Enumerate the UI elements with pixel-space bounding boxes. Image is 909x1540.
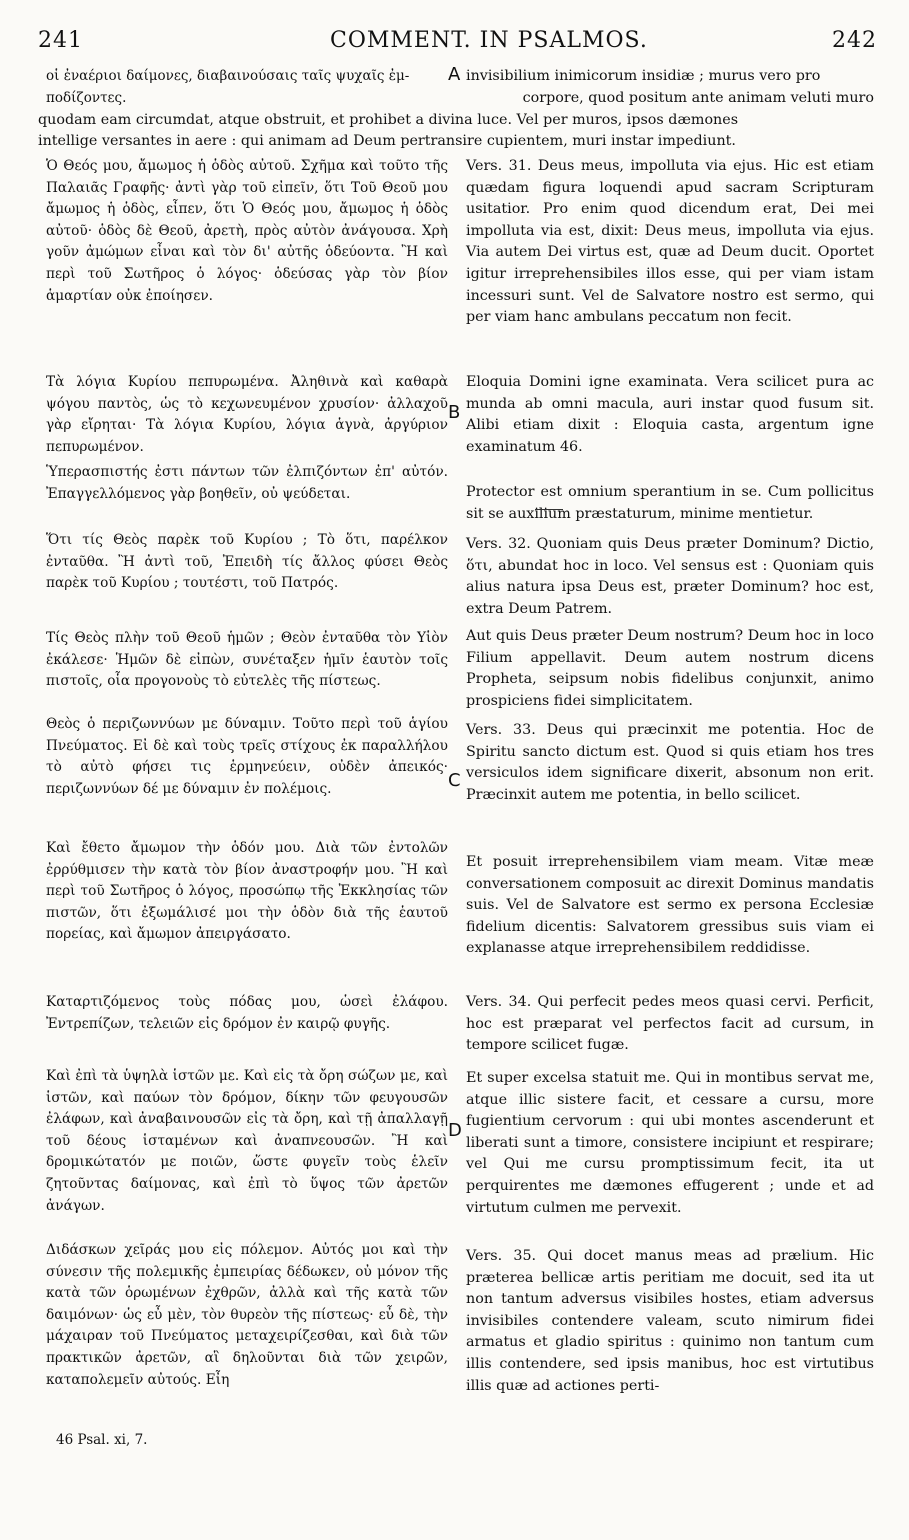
greek-paragraph: Ὅτι τίς Θεὸς παρὲκ τοῦ Κυρίου ; Τὸ ὅτι, παρέλκον ἐνταῦθα. Ἢ ἀντὶ τοῦ, Ἐπειδὴ τίς ἄλλος φύσει Θεὸς παρὲκ τοῦ Κυρίου ; τουτέστι, τοῦ Πατρός.	[46, 532, 448, 592]
greek-line: ποδίζοντες.	[46, 90, 127, 106]
greek-paragraph: Καταρτιζόμενος τοὺς πόδας μου, ὡσεὶ ἐλάφου. Ἐντρεπίζων, τελειῶν εἰς δρόμον ἐν καιρῷ φυγῆς.	[46, 994, 448, 1032]
greek-paragraph: Καὶ ἐπὶ τὰ ὑψηλὰ ἱστῶν με. Καὶ εἰς τὰ ὄρη σώζων με, καὶ ἱστῶν, καὶ παύων τὸν δρόμον, δίκην τῶν φευγουσῶν ἐλάφων, καὶ ἀναβαινουσῶν εἰς τὰ ὄρη, καὶ τῇ ἀπαλλαγῇ τοῦ δέους ἱσταμένων καὶ ἀναπνεουσῶν. Ἢ καὶ δρομικώτατόν με ποιῶν, ὥστε φυγεῖν τοὺς ἑλεῖν ζητοῦντας δαίμονας, καὶ ἐπὶ τὸ ὕψος τῶν ἀρετῶν ἀνάγων.	[46, 1068, 448, 1214]
running-title: COMMENT. IN PSALMOS.	[330, 28, 648, 53]
greek-line: οἱ ἐναέριοι δαίμονες, διαβαινούσαις ταῖς ψυχαῖς ἐμ-	[46, 68, 410, 84]
greek-paragraph: Καὶ ἔθετο ἄμωμον τὴν ὁδόν μου. Διὰ τῶν ἐντολῶν ἐρρύθμισεν τὴν κατὰ τὸν βίον ἀναστροφήν μου. Ἢ καὶ περὶ τοῦ Σωτῆρος ὁ λόγος, προσώπῳ τῆς Ἐκκλησίας τῶν πιστῶν, ὅτι ἐξωμάλισέ μοι τὴν ὁδὸν διὰ τῆς ἑαυτοῦ πορείας, καὶ ἄμωμον ἀπειργάσατο.	[46, 840, 448, 943]
greek-paragraph: Τίς Θεὸς πλὴν τοῦ Θεοῦ ἡμῶν ; Θεὸν ἐνταῦθα τὸν Υἱὸν ἐκάλεσε· Ἡμῶν δὲ εἰπὼν, συνέταξεν ἡμῖν ἑαυτὸν τοῖς πιστοῖς, οἷα προγονοὺς τὸ εὐτελὲς τῆς πίστεως.	[46, 630, 448, 690]
latin-paragraph: Eloquia Domini igne examinata. Vera scilicet pura ac munda ab omni macula, auri instar quod fusum sit. Alibi etiam dixit : Eloquia casta, argentum igne examinatum 46.	[466, 374, 874, 455]
latin-paragraph: Et super excelsa statuit me. Qui in montibus servat me, atque illic sistere facit, et cessare a cursu, more fugientium cervorum : qui ubi montes ascenderunt et liberati sunt a timore, consistere incipiunt et respirare; vel Qui me cursu promptissimum fecit, ita ut perquirentes me dæmones effugerent ; unde et ad virtutum culmen me pervexit.	[466, 1070, 874, 1216]
latin-column	[466, 156, 874, 1426]
latin-paragraph: Et posuit irreprehensibilem viam meam. Vitæ meæ conversationem composuit ac direxit Dominus mandatis suis. Vel de Salvatore est sermo ex persona Ecclesiæ fidelium dicentis: Salvatorem gressibus suis viam ei explanasse atque irreprehensibilem reddidisse.	[466, 854, 874, 957]
full-width-line: quodam eam circumdat, atque obstruit, et prohibet a divina luce. Vel per muros, ipsos dæmones	[38, 112, 739, 128]
greek-column	[46, 156, 448, 1426]
margin-letter-b: B	[448, 402, 461, 423]
footnote: 46 Psal. xi, 7.	[56, 1432, 148, 1448]
greek-paragraph: Θεὸς ὁ περιζωννύων με δύναμιν. Τοῦτο περὶ τοῦ ἁγίου Πνεύματος. Εἰ δὲ καὶ τοὺς τρεῖς στίχους ἐκ παραλλήλου τὸ αὐτὸ φήσει τις ἑρμηνεύειν, οὐδὲν ἀπεικός· περιζωννύων δέ με δύναμιν ἐν πολέμοις.	[46, 716, 448, 797]
margin-letter-d: D	[448, 1120, 462, 1141]
greek-paragraph: Ὁ Θεός μου, ἄμωμος ἡ ὁδὸς αὐτοῦ. Σχῆμα καὶ τοῦτο τῆς Παλαιᾶς Γραφῆς· ἀντὶ γὰρ τοῦ εἰπεῖν, ὅτι Τοῦ Θεοῦ μου ἄμωμος ἡ ὁδὸς, εἶπεν, ὅτι Ὁ Θεός μου, ἄμωμος ἡ ὁδὸς αὐτοῦ· ὁδὸς δὲ Θεοῦ, ἀρετὴ, πρὸς αὐτὸν ἀνάγουσα. Χρὴ γοῦν ἀμώμων εἶναι καὶ τὸν δι' αὐτῆς ὁδεύοντα. Ἢ καὶ περὶ τοῦ Σωτῆρος ὁ λόγος· ὁδεύσας γὰρ τὸν βίον ἁμαρτίαν οὐκ ἐποίησεν.	[46, 158, 448, 304]
greek-paragraph: Ὑπερασπιστής ἐστι πάντων τῶν ἐλπιζόντων ἐπ' αὐτόν. Ἐπαγγελλόμενος γὰρ βοηθεῖν, οὐ ψεύδεται.	[46, 464, 448, 502]
latin-paragraph: Vers. 35. Qui docet manus meas ad prælium. Hic præterea bellicæ artis peritiam me docuit, sed ita ut non tantum adversus visibiles hostes, etiam adversus invisibiles contendere valeam, scuto nimirum fidei armatus et gladio spiritus : quinimo non tantum cum illis contendere, sed ipsis manibus, hoc est virtutibus illis quæ ad actiones perti-	[466, 1248, 874, 1394]
latin-line: invisibilium inimicorum insidiæ ; murus vero pro	[466, 68, 821, 84]
latin-paragraph: Aut quis Deus præter Deum nostrum? Deum hoc in loco Filium appellavit. Deum autem nostrum dicens Propheta, seipsum nobis fidelibus conjunxit, animo prospiciens fidei simplicitatem.	[466, 628, 874, 709]
page-number-right: 242	[832, 28, 877, 53]
margin-letter-c: C	[448, 770, 461, 791]
latin-paragraph: Vers. 32. Quoniam quis Deus præter Dominum? Dictio, ὅτι, abundat hoc in loco. Vel sensus est : Quoniam quis alius natura ipsa Deus est, præter Dominum? hoc est, extra Deum Patrem.	[466, 536, 874, 617]
latin-line: corpore, quod positum ante animam veluti muro	[522, 90, 874, 106]
latin-paragraph: Vers. 31. Deus meus, impolluta via ejus. Hic est etiam quædam figura loquendi apud sacram Scripturam usitatior. Pro enim quod dicendum erat, Dei mei impolluta via est, dixit: Deus meus, impolluta via ejus. Via autem Dei virtus est, quæ ad Deum ducit. Oportet igitur irreprehensibiles illos esse, qui per viam istam incessuri sunt. Vel de Salvatore nostro est sermo, qui per viam hanc ambulans peccatum non fecit.	[466, 158, 874, 326]
latin-paragraph: Protector est omnium sperantium in se. Cum pollicitus sit se auxilium præstaturum, minime mentietur.	[466, 484, 874, 522]
dash-mark	[535, 509, 563, 510]
full-width-line: intellige versantes in aere : qui animam ad Deum pertransire cupientem, muri instar impediunt.	[38, 133, 736, 149]
greek-paragraph: Διδάσκων χεῖράς μου εἰς πόλεμον. Αὐτός μοι καὶ τὴν σύνεσιν τῆς πολεμικῆς ἐμπειρίας δέδωκεν, οὐ μόνον τῆς κατὰ τῶν ὁρωμένων ἐχθρῶν, ἀλλὰ καὶ τῆς κατὰ τῶν δαιμόνων· ὡς εὖ μὲν, τὸν θυρεὸν τῆς πίστεως· εὖ δὲ, τὴν μάχαιραν τοῦ Πνεύματος μεταχειρίζεσθαι, καὶ διὰ τῶν πρακτικῶν ἀρετῶν, αἳ δηλοῦνται διὰ τῶν χειρῶν, καταπολεμεῖν αὐτούς. Εἶη	[46, 1242, 448, 1388]
page-header	[0, 28, 909, 58]
latin-paragraph: Vers. 33. Deus qui præcinxit me potentia. Hoc de Spiritu sancto dictum est. Quod si quis etiam hos tres versiculos idem significare dixerit, absonum non erit. Præcinxit autem me potentia, in bello scilicet.	[466, 722, 874, 803]
greek-paragraph: Τὰ λόγια Κυρίου πεπυρωμένα. Ἀληθινὰ καὶ καθαρὰ ψόγου παντὸς, ὡς τὸ κεχωνευμένον χρυσίον· ἀλλαχοῦ γὰρ εἴρηται· Τὰ λόγια Κυρίου, λόγια ἁγνὰ, ἀργύριον πεπυρωμένον.	[46, 374, 448, 455]
page-number-left: 241	[38, 28, 83, 53]
margin-letter-a: A	[448, 64, 461, 85]
latin-paragraph: Vers. 34. Qui perfecit pedes meos quasi cervi. Perficit, hoc est præparat vel perfectos facit ad cursum, in tempore scilicet fugæ.	[466, 994, 874, 1054]
